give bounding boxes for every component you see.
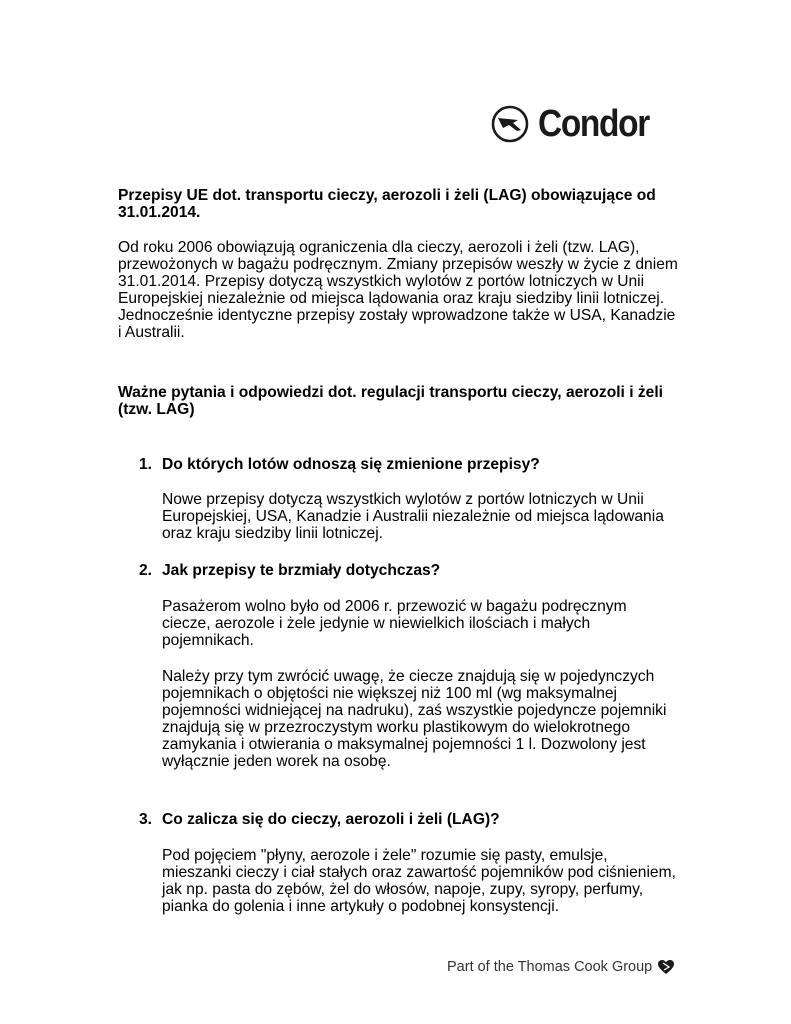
question-number: 2.	[139, 562, 153, 579]
answer-line: mieszanki cieczy i ciał stałych oraz zawartość pojemników pod ciśnieniem,	[162, 864, 676, 881]
document-title	[118, 187, 698, 221]
heart-icon	[657, 959, 675, 975]
answer-paragraph	[162, 598, 692, 649]
title-line: 31.01.2014.	[118, 204, 201, 221]
answer-line: pianka do golenia i inne artykuły o podobnej konsystencji.	[162, 898, 560, 915]
answer-paragraph	[162, 668, 692, 770]
faq-heading	[118, 384, 698, 418]
answer-line: oraz kraju siedziby linii lotniczej.	[162, 525, 384, 542]
title-line: Przepisy UE dot. transportu cieczy, aerozoli i żeli (LAG) obowiązujące od	[118, 187, 656, 204]
brand-name: Condor	[538, 103, 649, 145]
answer-line: ciecze, aerozole i żele jedynie w niewielkich ilościach i małych	[162, 615, 591, 632]
paragraph-line: Europejskiej niezależnie od miejsca lądowania oraz kraju siedziby linii lotniczej.	[118, 290, 665, 307]
answer-line: pojemności widniejącej na nadruku), zaś wszystkie pojedyncze pojemniki	[162, 702, 667, 719]
question-number: 1.	[139, 456, 153, 473]
answer-line: zamykania i otwierania o maksymalnej pojemności 1 l. Dozwolony jest	[162, 736, 646, 753]
question-title: Jak przepisy te brzmiały dotychczas?	[162, 562, 441, 579]
paragraph-line: przewożonych w bagażu podręcznym. Zmiany przepisów weszły w życie z dniem	[118, 256, 678, 273]
answer-paragraph	[162, 847, 692, 915]
footer-text: Part of the Thomas Cook Group	[447, 959, 653, 975]
condor-bird-icon	[490, 104, 530, 144]
answer-line: Europejskiej, USA, Kanadzie i Australii niezależnie od miejsca lądowania	[162, 508, 664, 525]
footer	[447, 958, 675, 976]
answer-line: Pasażerom wolno było od 2006 r. przewozić w bagażu podręcznym	[162, 598, 627, 615]
answer-line: wyłącznie jeden worek na osobę.	[162, 753, 391, 770]
answer-line: Nowe przepisy dotyczą wszystkich wylotów z portów lotniczych w Unii	[162, 491, 644, 508]
condor-logo	[490, 102, 665, 146]
answer-line: jak np. pasta do zębów, żel do włosów, napoje, zupy, syropy, perfumy,	[162, 881, 644, 898]
answer-line: Należy przy tym zwrócić uwagę, że ciecze znajdują się w pojedynczych	[162, 668, 655, 685]
question-title: Co zalicza się do cieczy, aerozoli i żeli (LAG)?	[162, 811, 500, 828]
answer-line: pojemnikach.	[162, 632, 254, 649]
heading-line: (tzw. LAG)	[118, 401, 195, 418]
question-title: Do których lotów odnoszą się zmienione przepisy?	[162, 456, 540, 473]
question-number: 3.	[139, 811, 153, 828]
heading-line: Ważne pytania i odpowiedzi dot. regulacji transportu cieczy, aerozoli i żeli	[118, 384, 664, 401]
intro-paragraph	[118, 239, 698, 341]
answer-line: pojemnikach o objętości nie większej niż 100 ml (wg maksymalnej	[162, 685, 618, 702]
paragraph-line: 31.01.2014. Przepisy dotyczą wszystkich wylotów z portów lotniczych w Unii	[118, 273, 645, 290]
answer-line: znajdują się w przezroczystym worku plastikowym do wielokrotnego	[162, 719, 630, 736]
answer-line: Pod pojęciem "płyny, aerozole i żele" rozumie się pasty, emulsje,	[162, 847, 608, 864]
paragraph-line: i Australii.	[118, 324, 185, 341]
answer-paragraph	[162, 491, 692, 542]
paragraph-line: Jednocześnie identyczne przepisy zostały wprowadzone także w USA, Kanadzie	[118, 307, 676, 324]
paragraph-line: Od roku 2006 obowiązują ograniczenia dla cieczy, aerozoli i żeli (tzw. LAG),	[118, 239, 640, 256]
